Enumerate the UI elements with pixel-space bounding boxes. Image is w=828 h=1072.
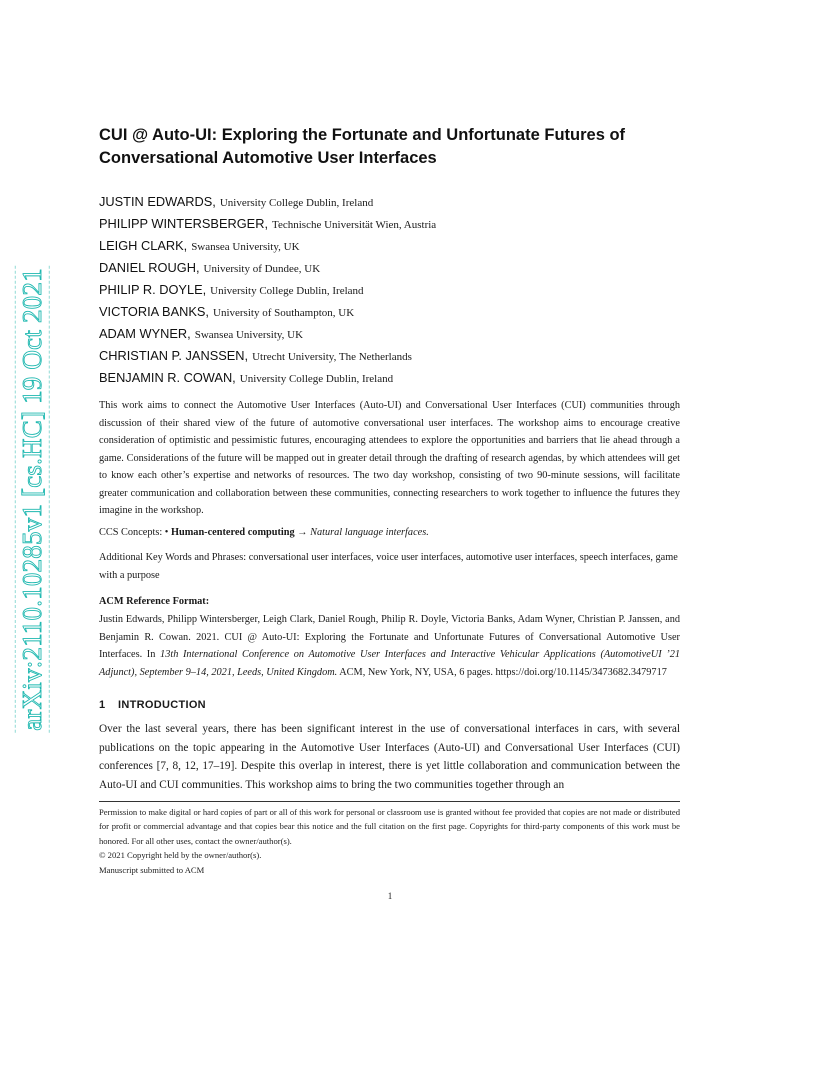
author-affiliation: University of Southampton, UK: [213, 307, 355, 319]
author-list: [99, 191, 436, 389]
author-affiliation: Utrecht University, The Netherlands: [252, 351, 412, 363]
author-name: CHRISTIAN P. JANSSEN,: [99, 348, 249, 363]
author-entry: [99, 279, 436, 301]
author-entry: [99, 213, 436, 235]
paper-title-line-1: CUI @ Auto-UI: Exploring the Fortunate and Unfortunate Futures of: [99, 126, 626, 144]
section-heading-introduction: [99, 697, 206, 713]
author-entry: [99, 345, 436, 367]
author-entry: [99, 367, 436, 389]
author-entry: [99, 191, 436, 213]
author-affiliation: University College Dublin, Ireland: [210, 285, 364, 297]
author-affiliation: University College Dublin, Ireland: [239, 373, 394, 385]
author-entry: [99, 235, 436, 257]
paper-title: [99, 124, 739, 170]
footnote-manuscript: Manuscript submitted to ACM: [99, 864, 205, 875]
author-affiliation: Swansea University, UK: [191, 241, 300, 253]
author-name: DANIEL ROUGH,: [99, 260, 200, 275]
author-name: LEIGH CLARK,: [99, 238, 188, 253]
author-name: ADAM WYNER,: [99, 326, 191, 341]
author-affiliation: University College Dublin, Ireland: [219, 197, 374, 209]
author-affiliation: Technische Universität Wien, Austria: [272, 219, 437, 231]
acm-reference-venue: 13th International Conference on Automotive User Interfaces and Interactive Vehicular Applications (AutomotiveUI ’21 Adjunct), September 9–14, 2021, Leeds, United Kingdom.: [99, 649, 681, 678]
author-name: BENJAMIN R. COWAN,: [99, 370, 236, 385]
footnote-copyright: © 2021 Copyright held by the owner/author(s).: [99, 850, 262, 861]
arxiv-stamp-text: arXiv:2110.10285v1 [cs.HC] 19 Oct 2021: [15, 266, 50, 733]
acm-reference-heading: ACM Reference Format:: [99, 596, 210, 607]
keywords: Additional Key Words and Phrases: conversational user interfaces, voice user interfaces, automotive user interfaces, speech interfaces, game with a purpose: [99, 552, 678, 581]
footnote-divider: [99, 801, 680, 802]
footnote-permission: Permission to make digital or hard copies of part or all of this work for personal or classroom use is granted without fee provided that copies are not made or distributed for profit or commercial advantage and that copies bear this notice and the full citation on the first page. Copyrights for third-party components of this work must be honored. For all other uses, contact the owner/author(s).: [99, 807, 680, 846]
acm-reference-end: ACM, New York, NY, USA, 6 pages. https://doi.org/10.1145/3473682.3479717: [339, 666, 667, 678]
arxiv-stamp: [14, 260, 50, 738]
author-entry: [99, 301, 436, 323]
footnote: [99, 805, 680, 877]
page-number: 1: [387, 891, 393, 901]
ccs-concepts: [99, 524, 680, 542]
author-name: PHILIPP WINTERSBERGER,: [99, 216, 269, 231]
acm-reference: [99, 611, 680, 681]
author-affiliation: Swansea University, UK: [194, 329, 304, 341]
author-name: VICTORIA BANKS,: [99, 304, 209, 319]
section-number: 1: [99, 699, 106, 711]
author-entry: [99, 257, 436, 279]
introduction-paragraph: Over the last several years, there has been significant interest in the use of conversational interfaces in cars, with several publications on the topic appearing in the Automotive User Interfaces (Auto-UI) and Conversational User Interfaces (CUI) conferences [7, 8, 12, 17–19]. Despite this overlap in interest, there is yet little collaboration and communication between the Auto-UI and CUI communities. This workshop aims to bring the two communities together through an: [99, 723, 680, 791]
ccs-prefix: CCS Concepts: •: [99, 527, 169, 538]
abstract: This work aims to connect the Automotive User Interfaces (Auto-UI) and Conversational User Interfaces (CUI) communities through discussion of their shared view of the future of automotive conversational user interfaces. The workshop aims to encourage creative consideration of optimistic and pessimistic futures, encouraging attendees to explore the opportunities and barriers that lie ahead through a game. Considerations of the future will be mapped out in greater detail through the drafting of research agendas, by which attendees will get to know each other’s expertise and networks of resources. The two day workshop, consisting of two 90-minute sessions, will facilitate greater communication and collaboration between these communities, connecting researchers to work together to influence the futures they imagine in the workshop.: [99, 400, 680, 516]
author-entry: [99, 323, 436, 345]
ccs-concept: Human-centered computing: [170, 527, 295, 538]
ccs-arrow: →: [297, 527, 308, 538]
paper-title-line-2: Conversational Automotive User Interfaces: [99, 149, 437, 167]
author-name: JUSTIN EDWARDS,: [99, 194, 216, 209]
author-name: PHILIP R. DOYLE,: [99, 282, 207, 297]
section-title: INTRODUCTION: [118, 699, 206, 711]
acm-reference-main: Justin Edwards, Philipp Wintersberger, Leigh Clark, Daniel Rough, Philip R. Doyle, Victoria Banks, Adam Wyner, Christian P. Janssen, and Benjamin R. Cowan. 2021. CUI @ Auto-UI: Exploring the Fortunate and Unfortunate Futures of Conversational Automotive User Interfaces. In: [99, 614, 680, 660]
author-affiliation: University of Dundee, UK: [203, 263, 321, 275]
ccs-subconcept: Natural language interfaces.: [310, 527, 429, 538]
